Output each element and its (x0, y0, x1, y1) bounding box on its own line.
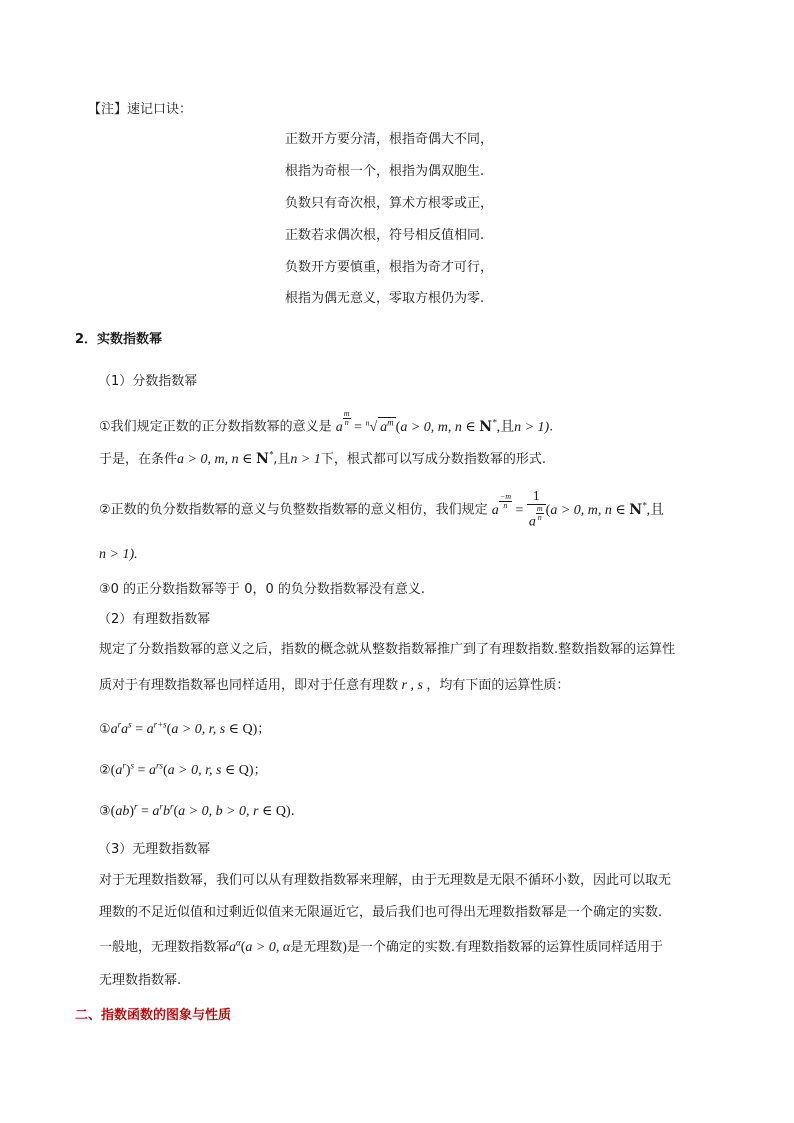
rule-text: 于是，在条件 (99, 452, 178, 467)
subsection-title: （1）分数指数幂 (98, 374, 198, 389)
operation-rule-2: $②(a^r)^s = a^{rs}(a > 0$, r, s ∈ Q)； (99, 760, 267, 778)
rule-text: ①我们规定正数的正分数指数幂的意义是 (99, 419, 332, 435)
verse-line: 根指为偶无意义，零取方根仍为零. (285, 291, 485, 306)
verse-line: 负数只有奇次根，算术方根零或正， (285, 196, 494, 211)
subsection-title: （2）有理数指数幂 (98, 612, 211, 627)
operation-rule-1: $①a^ra^s = a^{r+s}(a > 0$, r, s ∈ Q)； (99, 719, 271, 737)
paragraph: 质对于有理数指数幂也同样适用，即对于任意有理数 r , s ，均有下面的运算性质： (99, 678, 570, 693)
verse-line: 正数开方要分清，根指奇偶大不同， (285, 132, 494, 147)
note-label: 【注】速记口诀： (88, 102, 193, 117)
subsection-title: （3）无理数指数幂 (98, 842, 211, 857)
paragraph: 理数的不足近似值和过剩近似值来无限逼近它，最后我们也可得出无理数指数幂是一个确定的实数. (99, 905, 663, 920)
formula-negative-fractional-power: a $\frac{-m}{n}$ = 1 a $\frac{m}{n}$ (a > 0, m, n ∈ N*,且 (491, 489, 665, 530)
verse-line: 正数若求偶次根，符号相反值相同. (285, 228, 485, 243)
paragraph: 规定了分数指数幂的意义之后，指数的概念就从整数指数幂推广到了有理数指数.整数指数幂的运算性 (99, 642, 676, 657)
formula-fractional-power: a $\frac{m}{n}$ = $^n$√ $a^m$ (a > 0, m, n ∈ N*,且n > 1) (336, 420, 549, 435)
rule-continuation: n > 1). (99, 547, 138, 562)
condition-line: 于是，在条件a > 0, m, n ∈ N*,且n > 1下，根式都可以写成分数指数幂的形式. (99, 449, 546, 467)
verse-line: 负数开方要慎重，根指为奇才可行， (285, 260, 494, 275)
operation-rule-3: ③(ab)$^r$ = $a^rb^r(a > 0$, b > 0, r ∈ Q). (99, 801, 295, 819)
rule-fraction-positive: ①我们规定正数的正分数指数幂的意义是 a $\frac{m}{n}$ = $^n$√ $a^m$ (a > 0, m, n ∈ N*,且n > 1). (99, 410, 553, 438)
paragraph: 一般地，无理数指数幂$a^\alpha(a > 0$, α是无理数)是一个确定的实数.有理数指数幂的运算性质同样适用于 (99, 937, 664, 955)
rule-fraction-negative (99, 490, 664, 531)
paragraph: 无理数指数幂. (99, 973, 182, 988)
section-heading: 2．实数指数幂 (75, 332, 163, 347)
verse-line: 根指为奇根一个，根指为偶双胞生. (285, 164, 485, 179)
rule-zero-power: ③0 的正分数指数幂等于 0，0 的负分数指数幂没有意义. (99, 582, 425, 597)
section-heading-red: 二、指数函数的图象与性质 (75, 1008, 232, 1023)
rule-text: ②正数的负分数指数幂的意义与负整数指数幂的意义相仿，我们规定 (99, 502, 488, 518)
paragraph: 对于无理数指数幂，我们可以从有理数指数幂来理解，由于无理数是无限不循环小数，因此可以取无 (99, 873, 672, 888)
